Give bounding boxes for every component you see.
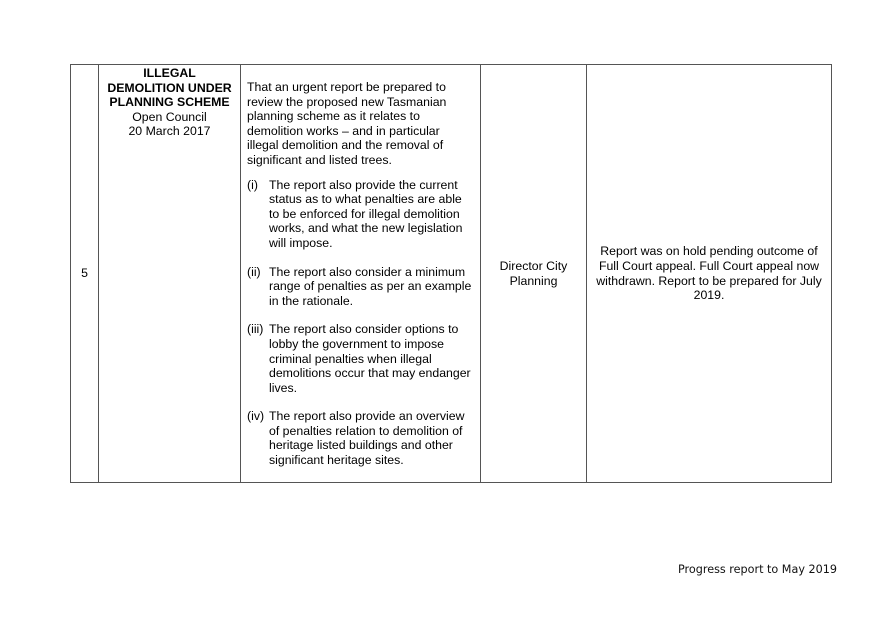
meeting-type: Open Council bbox=[132, 109, 207, 124]
list-item bbox=[247, 322, 474, 395]
list-item-label: (i) bbox=[247, 177, 258, 192]
list-item-text: The report also consider options to lobby the government to impose criminal penalties when illegal demolitions occur that may endanger lives. bbox=[269, 322, 471, 395]
list-item-text: The report also provide an overview of penalties relation to demolition of heritage listed buildings and other significant heritage sites. bbox=[269, 409, 465, 468]
resolution-cell bbox=[241, 65, 481, 483]
item-number: 5 bbox=[71, 65, 99, 483]
progress-text: Report was on hold pending outcome of Full Court appeal. Full Court appeal now withdrawn. Report to be prepared for July 2019. bbox=[596, 244, 822, 303]
responsible-officer: Director City Planning bbox=[481, 65, 587, 483]
list-item-label: (iii) bbox=[247, 322, 264, 337]
title-line: DEMOLITION UNDER bbox=[107, 80, 232, 95]
list-item-label: (ii) bbox=[247, 264, 261, 279]
list-item-text: The report also provide the current status as to what penalties are able to be enforced for illegal demolition works, and what the new legislation will impose. bbox=[269, 177, 463, 250]
progress-cell bbox=[587, 65, 832, 483]
list-item-text: The report also consider a minimum range of penalties as per an example in the rationale. bbox=[269, 264, 472, 308]
resolution-text: That an urgent report be prepared to review the proposed new Tasmanian planning scheme as it relates to demolition works – and in particular illegal demolition and the removal of significant and listed trees. bbox=[247, 80, 447, 167]
item-title-cell bbox=[99, 65, 241, 483]
list-item-label: (iv) bbox=[247, 409, 265, 424]
list-item bbox=[247, 178, 474, 251]
meeting-date: 20 March 2017 bbox=[128, 124, 211, 139]
title-line: PLANNING SCHEME bbox=[109, 95, 230, 110]
table-row bbox=[71, 65, 832, 483]
title-line: ILLEGAL bbox=[143, 66, 196, 80]
list-item bbox=[247, 409, 474, 467]
page-footer: Progress report to May 2019 bbox=[678, 563, 837, 576]
resolutions-table bbox=[70, 64, 832, 483]
list-item bbox=[247, 265, 474, 309]
